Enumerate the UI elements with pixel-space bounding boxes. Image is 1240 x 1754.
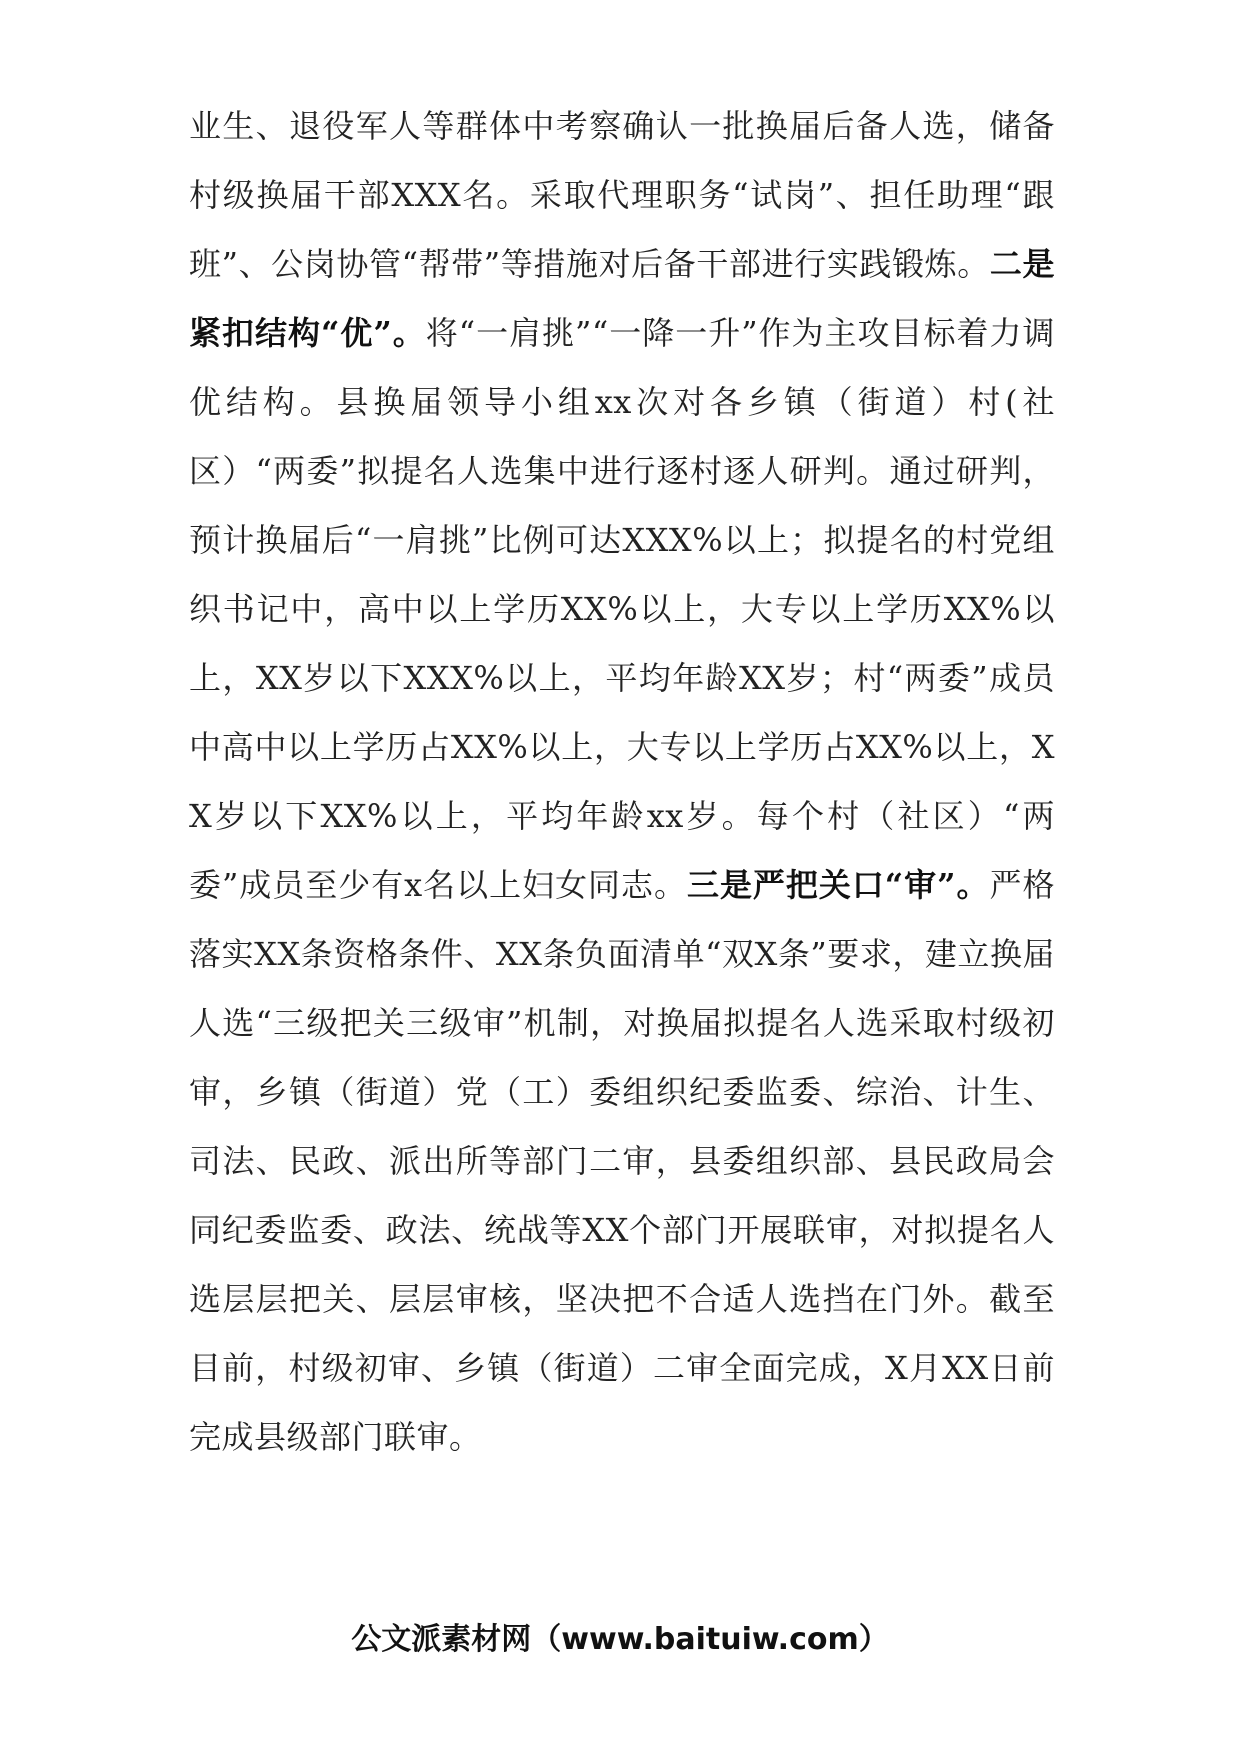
paragraph-segment-2: 将“一肩挑”“一降一升”作为主攻目标着力调优结构。县换届领导小组xx次对各乡镇（街道）村(社区）“两委”拟提名人选集中进行逐村逐人研判。通过研判，预计换届后“一肩挑”比例可达XXX%以上；拟提名的村党组织书记中，高中以上学历XX%以上，大专以上学历XX%以上，XX岁以下XXX%以上，平均年龄XX岁；村“两委”成员中高中以上学历占XX%以上，大专以上学历占XX%以上，XX岁以下XX%以上，平均年龄xx岁。每个村（社区）“两委”成员至少有x名以上妇女同志。: [189, 314, 1055, 904]
paragraph-segment-1: 业生、退役军人等群体中考察确认一批换届后备人选，储备村级换届干部XXX名。采取代理职务“试岗”、担任助理“跟班”、公岗协管“帮带”等措施对后备干部进行实践锻炼。: [189, 107, 1055, 283]
paragraph-segment-3: 严格落实XX条资格条件、XX条负面清单“双X条”要求，建立换届人选“三级把关三级审”机制，对换届拟提名人选采取村级初审，乡镇（街道）党（工）委组织纪委监委、综治、计生、司法、民政、派出所等部门二审，县委组织部、县民政局会同纪委监委、政法、统战等XX个部门开展联审，对拟提名人选层层把关、层层审核，坚决把不合适人选挡在门外。截至目前，村级初审、乡镇（街道）二审全面完成，X月XX日前完成县级部门联审。: [189, 866, 1055, 1456]
body-paragraph: [189, 92, 1055, 1472]
footer-source: 公文派素材网（www.baituiw.com）: [351, 1622, 889, 1657]
heading-gate-review: 三是严把关口“审”。: [686, 866, 990, 904]
heading-structure-optimize: 二是紧扣结构“优”。: [189, 245, 1055, 352]
